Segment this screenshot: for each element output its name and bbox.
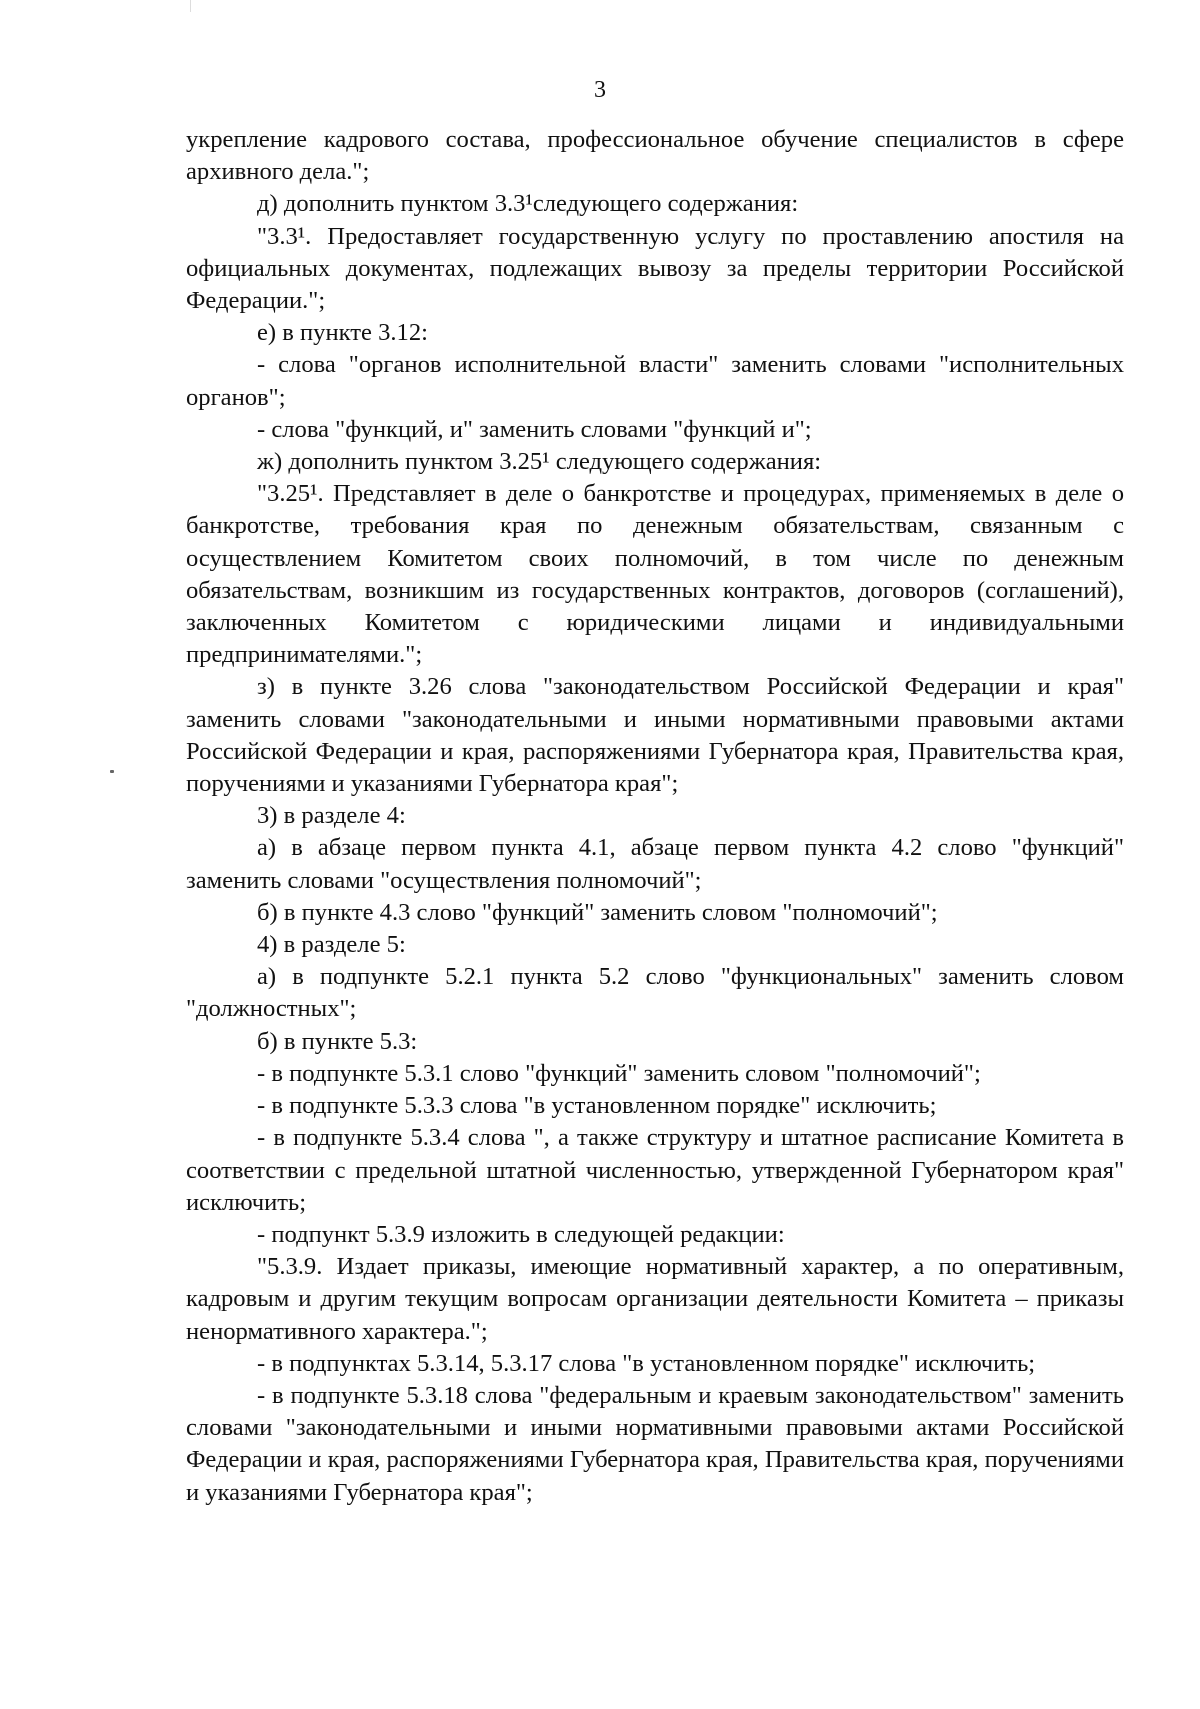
paragraph: - подпункт 5.3.9 изложить в следующей редакции: [257,1220,785,1248]
paragraph: а) в подпункте 5.2.1 пункта 5.2 слово "функциональных" заменить словом "должностных"; [186,963,1124,1023]
paragraph: - в подпункте 5.3.4 слова ", а также структуру и штатное расписание Комитета в соответствии с предельной штатной численностью, утвержденной Губернатором края" исключить; [186,1124,1124,1216]
paragraph: д) дополнить пунктом 3.3¹следующего содержания: [257,190,799,218]
paragraph: - слова "функций, и" заменить словами "функций и"; [257,415,812,443]
paragraph: - слова "органов исполнительной власти" заменить словами "исполнительных органов"; [186,351,1124,411]
paragraph: "3.25¹. Представляет в деле о банкротстве и процедурах, применяемых в деле о банкротстве, требования края по денежным обязательствам, связанным с осуществлением Комитетом своих полномочий, в том числе по денежным обязательствам, возникшим из государственных контрактов, договоров (соглашений), заключенных Комитетом с юридическими лицами и индивидуальными предпринимателями."; [186,480,1124,669]
paragraph: "3.3¹. Предоставляет государственную услугу по проставлению апостиля на официальных документах, подлежащих вывозу за пределы территории Российской Федерации."; [186,222,1124,315]
paragraph: "5.3.9. Издает приказы, имеющие нормативный характер, а по оперативным, кадровым и другим текущим вопросам организации деятельности Комитета – приказы ненормативного характера."; [186,1253,1124,1345]
paragraph: - в подпункте 5.3.1 слово "функций" заменить словом "полномочий"; [257,1059,981,1087]
page-number: 3 [594,77,606,103]
document-body [186,124,1124,1509]
paragraph: б) в пункте 4.3 слово "функций" заменить словом "полномочий"; [257,898,938,926]
paragraph: - в подпункте 5.3.3 слова "в установленном порядке" исключить; [257,1092,937,1120]
paragraph: б) в пункте 5.3: [257,1027,418,1055]
paragraph: ж) дополнить пунктом 3.25¹ следующего содержания: [257,448,822,476]
paragraph: 4) в разделе 5: [257,931,406,959]
paragraph: укрепление кадрового состава, профессиональное обучение специалистов в сфере архивного дела."; [186,126,1124,186]
paragraph: 3) в разделе 4: [257,802,406,830]
scan-edge-mark [190,0,191,12]
paragraph: з) в пункте 3.26 слова "законодательством Российской Федерации и края" заменить словами "законодательными и иными нормативными правовыми актами Российской Федерации и края, распоряжениями Губернатора края, Правительства края, поручениями и указаниями Губернатора края"; [186,673,1124,798]
paragraph: а) в абзаце первом пункта 4.1, абзаце первом пункта 4.2 слово "функций" заменить словами "осуществления полномочий"; [186,834,1124,894]
paragraph: е) в пункте 3.12: [257,319,428,347]
paragraph: - в подпункте 5.3.18 слова "федеральным и краевым законодательством" заменить словами "законодательными и иными нормативными правовыми актами Российской Федерации и края, распоряжениями Губернатора края, Правительства края, поручениями и указаниями Губернатора края"; [186,1381,1124,1506]
paragraph: - в подпунктах 5.3.14, 5.3.17 слова "в установленном порядке" исключить; [257,1349,1036,1377]
scan-speck [110,770,114,773]
